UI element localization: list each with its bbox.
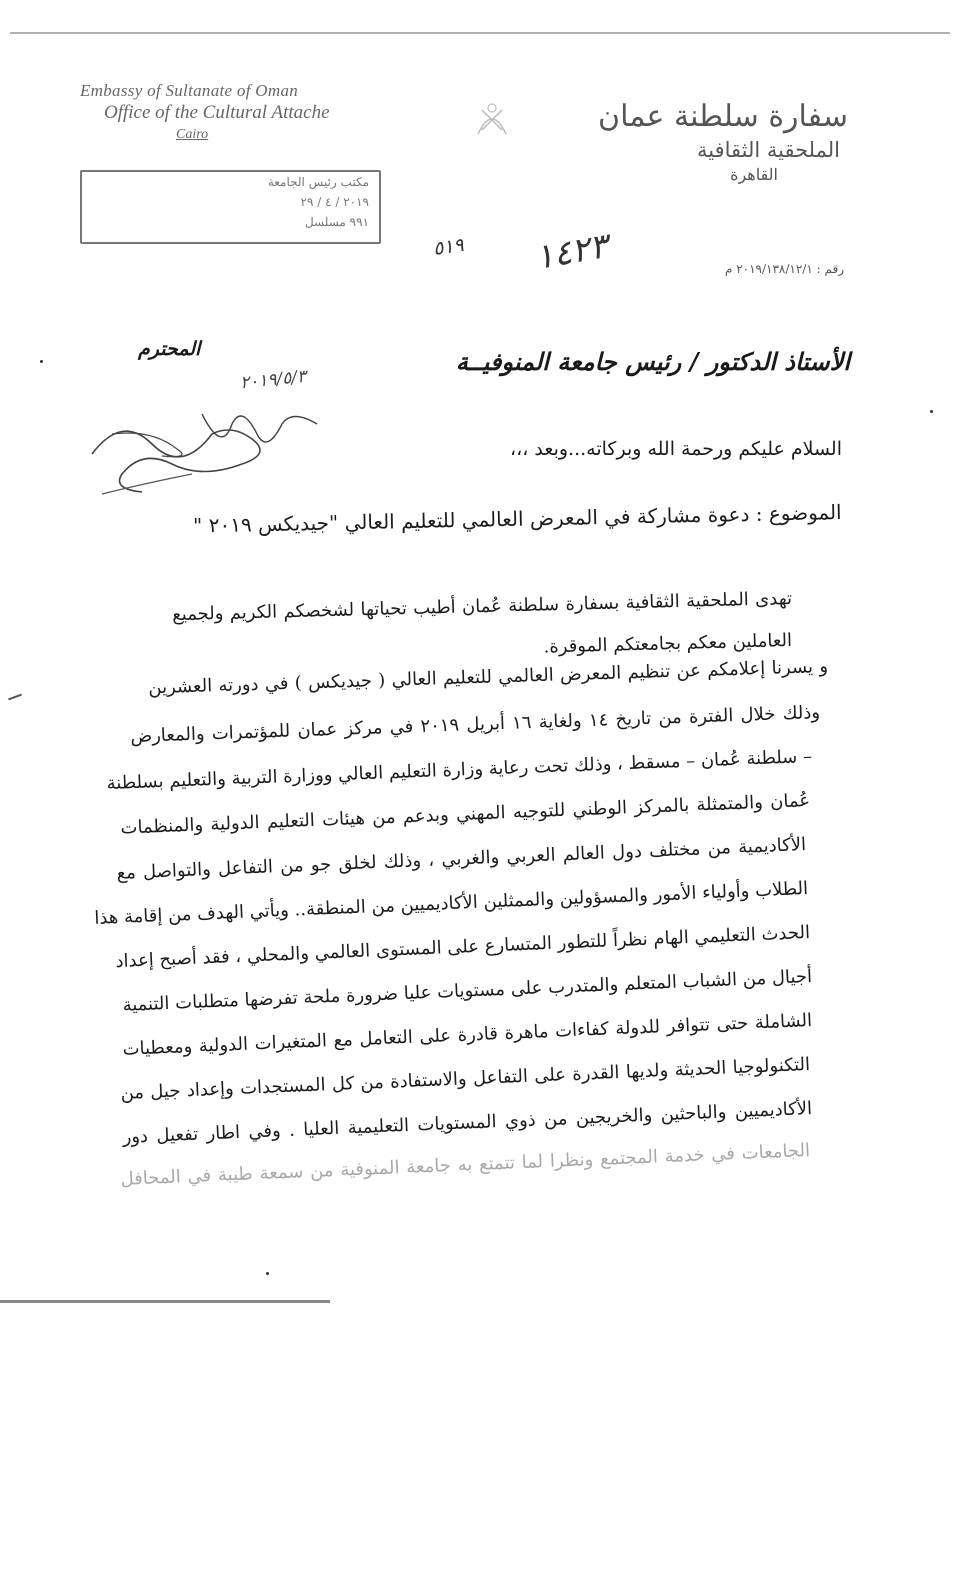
scan-edge-bottom xyxy=(0,1300,330,1303)
body-line: أجيال من الشباب المتعلم والمتدرب على مستويات عليا ضرورة ملحة تفرضها متطلبات التنمية xyxy=(122,966,813,1016)
signature-scribble xyxy=(82,394,328,502)
letterhead-ar-office: الملحقية الثقافية xyxy=(696,138,840,162)
greeting: السلام عليكم ورحمة الله وبركاته...وبعد ،،، xyxy=(510,438,842,460)
body-line: وذلك خلال الفترة من تاريخ ١٤ ولغاية ١٦ أبريل ٢٠١٩ في مركز عمان للمؤتمرات والمعارض xyxy=(130,702,821,748)
body-line: الطلاب وأولياء الأمور والمسؤولين والممثلين الأكاديميين من المنطقة.. ويأتي الهدف من إقامة هذا xyxy=(93,878,809,929)
scan-speck xyxy=(930,410,933,413)
scan-speck xyxy=(266,1272,269,1275)
stamp-serial: ٩٩١ مسلسل xyxy=(304,215,369,229)
letterhead-en-embassy: Embassy of Sultanate of Oman xyxy=(80,81,299,100)
scan-speck xyxy=(40,360,43,363)
body-line: الأكاديميين والباحثين والخريجين من ذوي المستويات التعليمية العليا . وفي اطار تفعيل دور xyxy=(122,1098,813,1148)
body-line: عُمان والمتمثلة بالمركز الوطني للتوجيه المهني وبدعم من هيئات التعليم الدولية والمنظمات xyxy=(120,790,811,839)
reference-number: رقم : ٢٠١٩/١٣٨/١٢/١ م xyxy=(724,262,844,276)
subject-line: الموضوع : دعوة مشاركة في المعرض العالمي للتعليم العالي "جيديكس ٢٠١٩ " xyxy=(193,500,843,538)
body-line: العاملين معكم بجامعتكم الموقرة. xyxy=(543,630,793,658)
body-line: التكنولوجيا الحديثة ولديها القدرة على التفاعل والاستفادة من كل المستجدات وإعداد جيل من xyxy=(120,1054,811,1104)
letterhead-en-city: Cairo xyxy=(176,127,209,142)
scan-edge-top xyxy=(10,32,950,34)
body-line-faded: الجامعات في خدمة المجتمع ونظرا لما تتمتع به جامعة المنوفية من سمعة طيبة في المحافل xyxy=(120,1140,811,1190)
body-line: الشاملة حتى تتوافر للدولة كفاءات ماهرة قادرة على التعامل مع المتغيرات الدولية ومعطيات xyxy=(122,1010,813,1060)
body-line: – سلطنة عُمان – مسقط ، وذلك تحت رعاية وزارة التعليم العالي ووزارة التربية والتعليم بسلطنة xyxy=(106,746,813,795)
letterhead-ar-city: القاهرة xyxy=(730,165,778,184)
body-line: الحدث التعليمي الهام نظراً للتطور المتسارع على المستوى العالمي والمحلي ، فقد أصبح إعداد xyxy=(115,922,811,973)
letterhead-english xyxy=(80,80,380,146)
addressee: الأستاذ الدكتور / رئيس جامعة المنوفيــة xyxy=(455,347,850,376)
body-line: تهدى الملحقية الثقافية بسفارة سلطنة عُمان أطيب تحياتها لشخصكم الكريم ولجميع xyxy=(171,588,793,626)
letterhead-en-office: Office of the Cultural Attache xyxy=(104,102,330,123)
body-line: الأكاديمية من مختلف دول العالم العربي والغربي ، وذلك لخلق جو من التفاعل والتواصل مع xyxy=(116,834,807,884)
oman-emblem-icon xyxy=(468,98,516,142)
stamp-date: ٢٠١٩ / ٤ / ٢٩ xyxy=(300,195,369,209)
body-line: و يسرنا إعلامكم عن تنظيم المعرض العالمي للتعليم العالي ( جيديكس ) في دورته العشرين xyxy=(147,656,829,699)
handwritten-number-small: ٥١٩ xyxy=(431,233,466,261)
handwritten-date: ٢٠١٩/٥/٣ xyxy=(239,366,308,394)
incoming-stamp xyxy=(80,170,381,244)
margin-mark xyxy=(8,694,22,701)
letterhead-arabic xyxy=(598,98,848,186)
salutation-title: المحترم xyxy=(138,338,201,360)
handwritten-number-large: ١٤٢٣ xyxy=(532,225,611,279)
stamp-office: مكتب رئيس الجامعة xyxy=(267,175,369,189)
letterhead-ar-embassy: سفارة سلطنة عمان xyxy=(598,99,848,134)
